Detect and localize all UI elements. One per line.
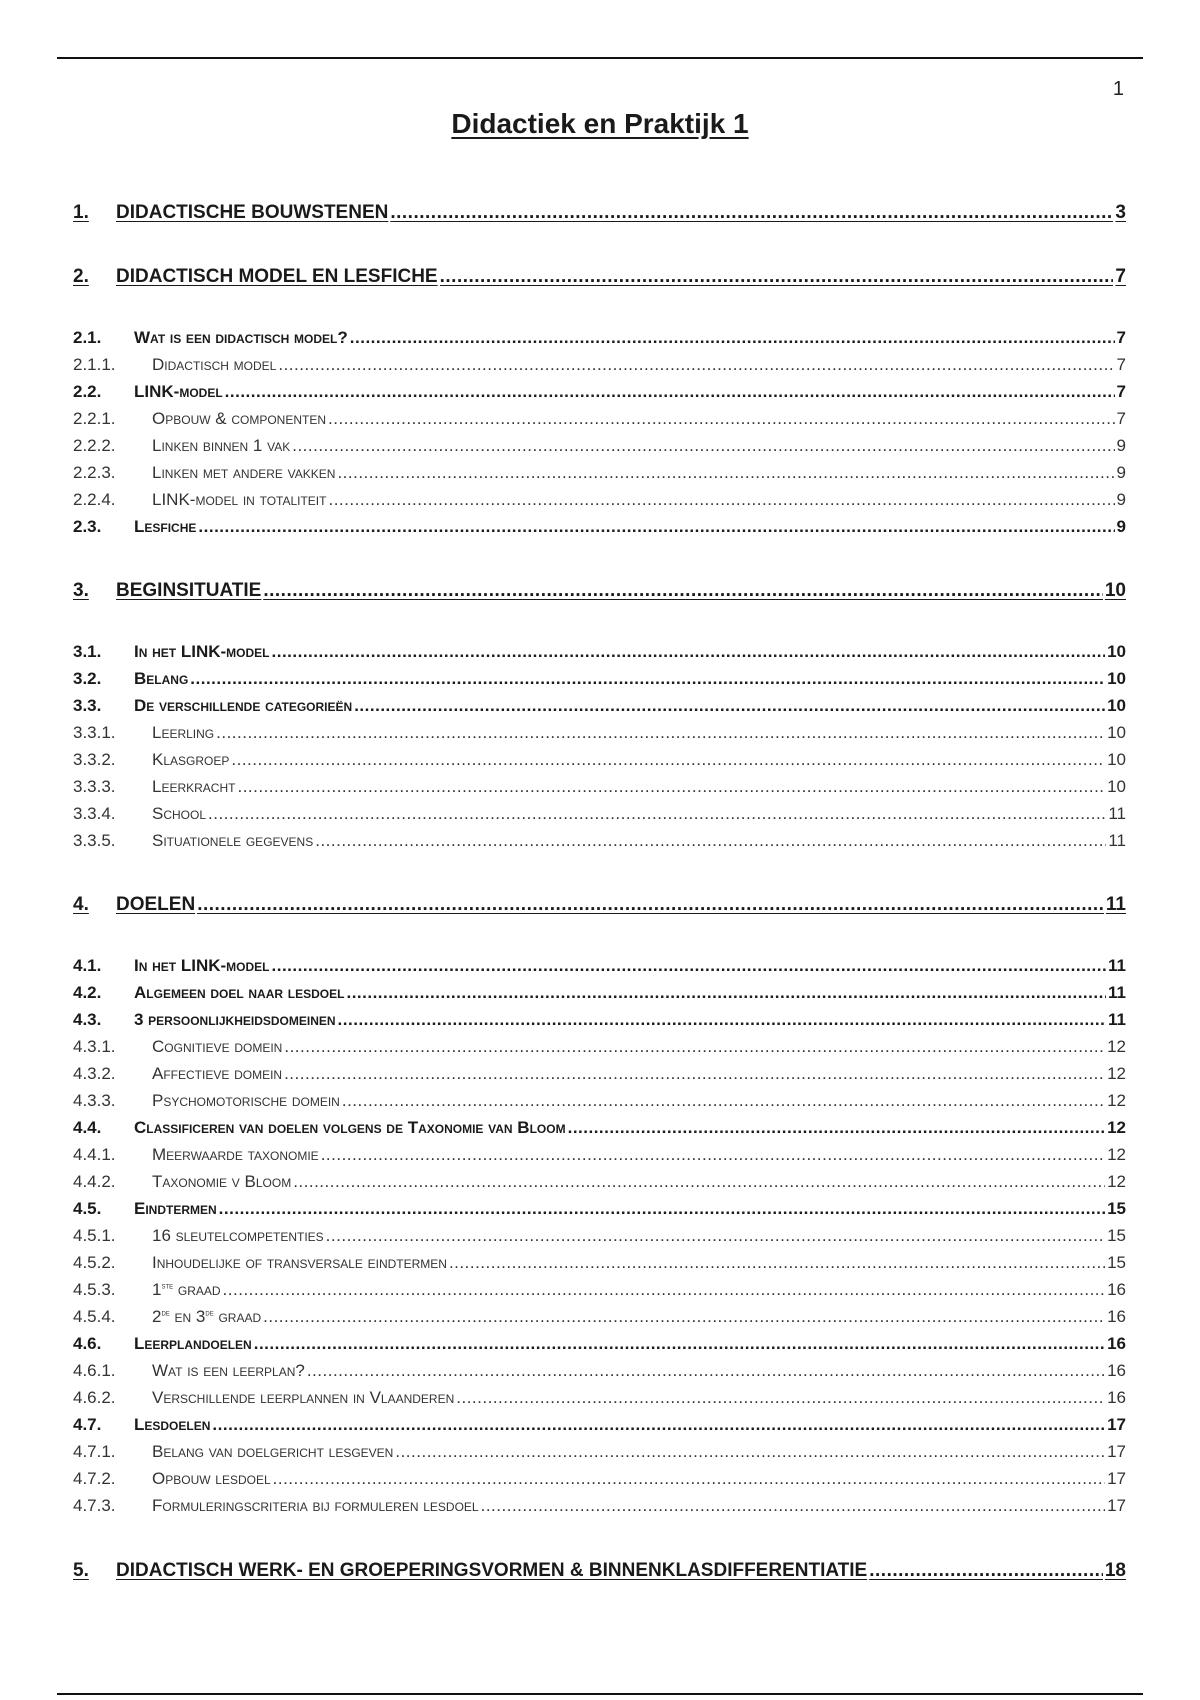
toc-entry-page: 10 xyxy=(1107,642,1126,661)
toc-entry-page: 17 xyxy=(1107,1442,1126,1461)
toc-dot-leader xyxy=(568,1118,1105,1138)
toc-dot-leader xyxy=(216,723,1105,743)
toc-entry[interactable] xyxy=(73,1091,1126,1111)
toc-dot-leader xyxy=(328,490,1114,510)
toc-entry-number: 3.3.2. xyxy=(73,750,116,769)
toc-entry-number: 2.1.1. xyxy=(73,355,116,374)
toc-entry-page: 7 xyxy=(1116,328,1126,347)
toc-entry-title: Klasgroep xyxy=(152,750,230,769)
toc-entry[interactable] xyxy=(73,1442,1126,1462)
toc-entry-page: 7 xyxy=(1116,355,1126,374)
toc-dot-leader xyxy=(292,436,1114,456)
toc-entry-title: Belang xyxy=(134,669,189,688)
toc-entry-title: Eindtermen xyxy=(134,1199,217,1218)
toc-entry-title: Leerplandoelen xyxy=(134,1334,252,1353)
toc-entry[interactable] xyxy=(73,409,1126,429)
toc-entry-number: 4.3.3. xyxy=(73,1091,116,1110)
toc-entry[interactable] xyxy=(73,202,1126,224)
toc-entry[interactable] xyxy=(73,1064,1126,1084)
toc-entry-title: Inhoudelijke of transversale eindtermen xyxy=(152,1253,447,1272)
toc-entry-title: DIDACTISCH MODEL EN LESFICHE xyxy=(116,266,438,287)
toc-entry[interactable] xyxy=(73,723,1126,743)
toc-dot-leader xyxy=(272,956,1107,976)
toc-entry-page: 16 xyxy=(1107,1334,1126,1353)
toc-entry-number: 4.5.2. xyxy=(73,1253,116,1272)
toc-entry-title: Situationele gegevens xyxy=(152,831,314,850)
toc-entry-title: Wat is een didactisch model? xyxy=(134,328,348,347)
toc-entry[interactable] xyxy=(73,1199,1126,1219)
toc-entry-page: 15 xyxy=(1107,1226,1126,1245)
toc-entry[interactable] xyxy=(73,328,1126,348)
toc-entry-title: Affectieve domein xyxy=(152,1064,283,1083)
toc-entry-page: 12 xyxy=(1107,1037,1126,1056)
toc-entry-number: 4.3.1. xyxy=(73,1037,116,1056)
toc-entry-title: Formuleringscriteria bij formuleren lesdoel xyxy=(152,1496,479,1515)
toc-entry-title: Linken met andere vakken xyxy=(152,463,336,482)
toc-entry-number: 3.3.3. xyxy=(73,777,116,796)
toc-entry-page: 9 xyxy=(1116,517,1126,536)
toc-entry[interactable] xyxy=(73,642,1126,662)
toc-entry[interactable] xyxy=(73,956,1126,976)
toc-entry-title: Meerwaarde taxonomie xyxy=(152,1145,319,1164)
toc-dot-leader xyxy=(223,1280,1106,1300)
toc-entry-title: Lesdoelen xyxy=(134,1415,211,1434)
toc-entry-page: 10 xyxy=(1107,696,1126,715)
toc-entry-number: 4.7. xyxy=(73,1415,102,1434)
toc-entry[interactable] xyxy=(73,1226,1126,1246)
footer-rule xyxy=(57,1693,1143,1695)
toc-entry[interactable] xyxy=(73,1496,1126,1516)
toc-dot-leader xyxy=(254,1334,1105,1354)
toc-entry-title: 3 persoonlijkheidsdomeinen xyxy=(134,1010,336,1029)
toc-entry[interactable] xyxy=(73,382,1126,402)
toc-dot-leader xyxy=(272,642,1106,662)
toc-entry-title: In het LINK-model xyxy=(134,642,270,661)
toc-entry[interactable] xyxy=(73,669,1126,689)
toc-dot-leader xyxy=(231,750,1105,770)
toc-entry-page: 16 xyxy=(1107,1280,1126,1299)
toc-dot-leader xyxy=(449,1253,1105,1273)
toc-entry-page: 11 xyxy=(1108,804,1126,823)
document-title: Didactiek en Praktijk 1 xyxy=(451,108,749,139)
toc-dot-leader xyxy=(481,1496,1105,1516)
toc-entry-number: 4.5.4. xyxy=(73,1307,116,1326)
toc-entry-title: Leerling xyxy=(152,723,215,742)
toc-entry-title: DIDACTISCHE BOUWSTENEN xyxy=(116,202,389,223)
toc-dot-leader xyxy=(350,328,1115,348)
toc-entry-title: Classificeren van doelen volgens de Taxonomie van Bloom xyxy=(134,1118,566,1137)
toc-dot-leader xyxy=(237,777,1105,797)
toc-entry[interactable] xyxy=(73,436,1126,456)
header-rule xyxy=(57,57,1143,59)
toc-entry[interactable] xyxy=(73,1307,1126,1327)
toc-entry-page: 9 xyxy=(1116,463,1126,482)
toc-dot-leader xyxy=(337,463,1114,483)
toc-entry[interactable] xyxy=(73,1361,1126,1381)
toc-dot-leader xyxy=(338,1010,1106,1030)
toc-entry-page: 12 xyxy=(1107,1118,1126,1137)
toc-entry-number: 4.6. xyxy=(73,1334,102,1353)
toc-entry-page: 12 xyxy=(1107,1172,1126,1191)
toc-entry-page: 11 xyxy=(1108,956,1126,975)
toc-dot-leader xyxy=(278,355,1114,375)
toc-entry-title: DOELEN xyxy=(116,894,196,915)
toc-entry-title: Didactisch model xyxy=(152,355,277,374)
toc-entry-number: 4.6.2. xyxy=(73,1388,116,1407)
toc-entry-number: 4.3.2. xyxy=(73,1064,116,1083)
toc-entry-number: 4.5. xyxy=(73,1199,102,1218)
toc-entry[interactable] xyxy=(73,1280,1126,1300)
toc-entry-page: 11 xyxy=(1105,894,1126,915)
toc-entry-page: 17 xyxy=(1107,1415,1126,1434)
toc-entry[interactable] xyxy=(73,1253,1126,1273)
toc-entry[interactable] xyxy=(73,750,1126,770)
toc-entry-page: 11 xyxy=(1108,831,1126,850)
toc-entry-page: 9 xyxy=(1116,490,1126,509)
toc-entry-page: 12 xyxy=(1107,1145,1126,1164)
toc-entry-title: Psychomotorische domein xyxy=(152,1091,340,1110)
toc-entry-title: De verschillende categorieën xyxy=(134,696,353,715)
toc-entry-number: 2.2.2. xyxy=(73,436,116,455)
toc-entry-number: 4.6.1. xyxy=(73,1361,116,1380)
toc-entry-number: 4.5.3. xyxy=(73,1280,116,1299)
toc-dot-leader xyxy=(219,1199,1105,1219)
toc-entry-number: 2.2.3. xyxy=(73,463,116,482)
toc-entry-number: 4.4.1. xyxy=(73,1145,116,1164)
toc-dot-leader xyxy=(328,409,1115,429)
toc-entry[interactable] xyxy=(73,463,1126,483)
toc-entry-number: 4.3. xyxy=(73,1010,102,1029)
toc-entry-title: BEGINSITUATIE xyxy=(116,580,262,601)
toc-entry[interactable] xyxy=(73,517,1126,537)
toc-entry-number: 4.5.1. xyxy=(73,1226,116,1245)
toc-dot-leader xyxy=(212,1415,1105,1435)
toc-entry-title: Belang van doelgericht lesgeven xyxy=(152,1442,394,1461)
toc-entry-page: 7 xyxy=(1116,409,1126,428)
toc-dot-leader xyxy=(284,1064,1105,1084)
toc-entry-number: 2. xyxy=(73,266,89,287)
toc-entry-title: 1ste graad xyxy=(152,1280,221,1299)
toc-entry-title: Cognitieve domein xyxy=(152,1037,283,1056)
toc-entry-page: 3 xyxy=(1115,202,1126,223)
toc-entry[interactable] xyxy=(73,1334,1126,1354)
toc-entry-title: Linken binnen 1 vak xyxy=(152,436,291,455)
toc-entry-number: 4.1. xyxy=(73,956,102,975)
toc-entry-page: 16 xyxy=(1107,1361,1126,1380)
toc-entry-title: Verschillende leerplannen in Vlaanderen xyxy=(152,1388,455,1407)
toc-entry-number: 2.2.1. xyxy=(73,409,116,428)
toc-entry[interactable] xyxy=(73,490,1126,510)
toc-entry[interactable] xyxy=(73,580,1126,602)
toc-entry-number: 4.7.3. xyxy=(73,1496,116,1515)
toc-dot-leader xyxy=(354,696,1105,716)
toc-entry-number: 3.3.4. xyxy=(73,804,116,823)
page-number: 1 xyxy=(1112,78,1124,100)
toc-entry-title: Opbouw & componenten xyxy=(152,409,327,428)
toc-entry[interactable] xyxy=(73,1388,1126,1408)
toc-entry-page: 10 xyxy=(1104,580,1126,601)
toc-entry-number: 4.4. xyxy=(73,1118,102,1137)
toc-dot-leader xyxy=(315,831,1106,851)
toc-entry-number: 2.2.4. xyxy=(73,490,116,509)
toc-entry-number: 3.3.5. xyxy=(73,831,116,850)
toc-entry-number: 4.7.2. xyxy=(73,1469,116,1488)
toc-entry-number: 3.3.1. xyxy=(73,723,116,742)
toc-entry-page: 17 xyxy=(1107,1496,1126,1515)
toc-entry[interactable] xyxy=(73,1415,1126,1435)
toc-entry-title: 2de en 3de graad xyxy=(152,1307,262,1326)
toc-entry-number: 3.3. xyxy=(73,696,102,715)
toc-entry[interactable] xyxy=(73,266,1126,288)
toc-entry[interactable] xyxy=(73,1037,1126,1057)
toc-entry-page: 11 xyxy=(1108,1010,1126,1029)
toc-entry-page: 7 xyxy=(1116,382,1126,401)
toc-entry-page: 15 xyxy=(1107,1199,1126,1218)
toc-entry-title: Lesfiche xyxy=(134,517,197,536)
toc-entry-number: 5. xyxy=(73,1560,89,1581)
toc-entry-page: 18 xyxy=(1104,1560,1126,1581)
toc-entry[interactable] xyxy=(73,894,1126,916)
toc-dot-leader xyxy=(190,669,1105,689)
toc-entry-number: 4.7.1. xyxy=(73,1442,116,1461)
toc-entry-number: 3.2. xyxy=(73,669,102,688)
toc-entry-number: 3.1. xyxy=(73,642,102,661)
toc-dot-leader xyxy=(456,1388,1105,1408)
toc-entry-number: 4.4.2. xyxy=(73,1172,116,1191)
toc-entry-title: Taxonomie v Bloom xyxy=(152,1172,292,1191)
toc-entry-number: 3. xyxy=(73,580,89,601)
toc-entry-number: 2.2. xyxy=(73,382,102,401)
toc-entry[interactable] xyxy=(73,777,1126,797)
toc-dot-leader xyxy=(346,983,1106,1003)
toc-entry[interactable] xyxy=(73,1469,1126,1489)
toc-entry[interactable] xyxy=(73,1145,1126,1165)
toc-dot-leader xyxy=(869,1560,1103,1582)
toc-entry-page: 10 xyxy=(1107,750,1126,769)
toc-entry-title: In het LINK-model xyxy=(134,956,270,975)
toc-entry-page: 16 xyxy=(1107,1307,1126,1326)
toc-entry[interactable] xyxy=(73,1172,1126,1192)
toc-entry[interactable] xyxy=(73,804,1126,824)
toc-dot-leader xyxy=(321,1145,1105,1165)
toc-dot-leader xyxy=(395,1442,1105,1462)
toc-dot-leader xyxy=(326,1226,1105,1246)
toc-entry-page: 10 xyxy=(1107,669,1126,688)
toc-entry-title: Opbouw lesdoel xyxy=(152,1469,271,1488)
toc-entry-page: 17 xyxy=(1107,1469,1126,1488)
toc-entry-page: 7 xyxy=(1115,266,1126,287)
toc-dot-leader xyxy=(342,1091,1105,1111)
toc-dot-leader xyxy=(197,894,1104,916)
toc-entry-page: 15 xyxy=(1107,1253,1126,1272)
toc-entry-page: 12 xyxy=(1107,1091,1126,1110)
toc-dot-leader xyxy=(293,1172,1105,1192)
toc-entry-title: Algemeen doel naar lesdoel xyxy=(134,983,345,1002)
toc-dot-leader xyxy=(284,1037,1105,1057)
toc-entry[interactable] xyxy=(73,1560,1126,1582)
toc-dot-leader xyxy=(440,266,1114,288)
toc-entry[interactable] xyxy=(73,1118,1126,1138)
toc-entry-page: 10 xyxy=(1107,777,1126,796)
toc-entry[interactable] xyxy=(73,831,1126,851)
toc-dot-leader xyxy=(225,382,1115,402)
toc-dot-leader xyxy=(263,580,1103,602)
toc-entry-title: Leerkracht xyxy=(152,777,236,796)
toc-entry[interactable] xyxy=(73,355,1126,375)
toc-entry-title: Wat is een leerplan? xyxy=(152,1361,305,1380)
toc-entry-number: 2.1. xyxy=(73,328,102,347)
toc-dot-leader xyxy=(263,1307,1105,1327)
toc-dot-leader xyxy=(390,202,1113,224)
toc-entry[interactable] xyxy=(73,983,1126,1003)
toc-entry-page: 11 xyxy=(1108,983,1126,1002)
toc-entry-title: DIDACTISCH WERK- EN GROEPERINGSVORMEN & BINNENKLASDIFFERENTIATIE xyxy=(116,1560,868,1581)
toc-entry-page: 16 xyxy=(1107,1388,1126,1407)
toc-dot-leader xyxy=(208,804,1106,824)
toc-entry-title: 16 sleutelcompetenties xyxy=(152,1226,324,1245)
toc-entry-title: LINK-model in totaliteit xyxy=(152,490,327,509)
toc-entry[interactable] xyxy=(73,696,1126,716)
toc-dot-leader xyxy=(198,517,1114,537)
toc-entry-page: 12 xyxy=(1107,1064,1126,1083)
toc-entry-number: 2.3. xyxy=(73,517,102,536)
toc-dot-leader xyxy=(307,1361,1105,1381)
toc-entry-page: 9 xyxy=(1116,436,1126,455)
toc-entry-number: 4. xyxy=(73,894,89,915)
toc-entry-page: 10 xyxy=(1107,723,1126,742)
toc-dot-leader xyxy=(273,1469,1105,1489)
toc-entry[interactable] xyxy=(73,1010,1126,1030)
toc-entry-title: LINK-model xyxy=(134,382,223,401)
toc-entry-number: 1. xyxy=(73,202,89,223)
toc-entry-title: School xyxy=(152,804,207,823)
toc-entry-number: 4.2. xyxy=(73,983,102,1002)
